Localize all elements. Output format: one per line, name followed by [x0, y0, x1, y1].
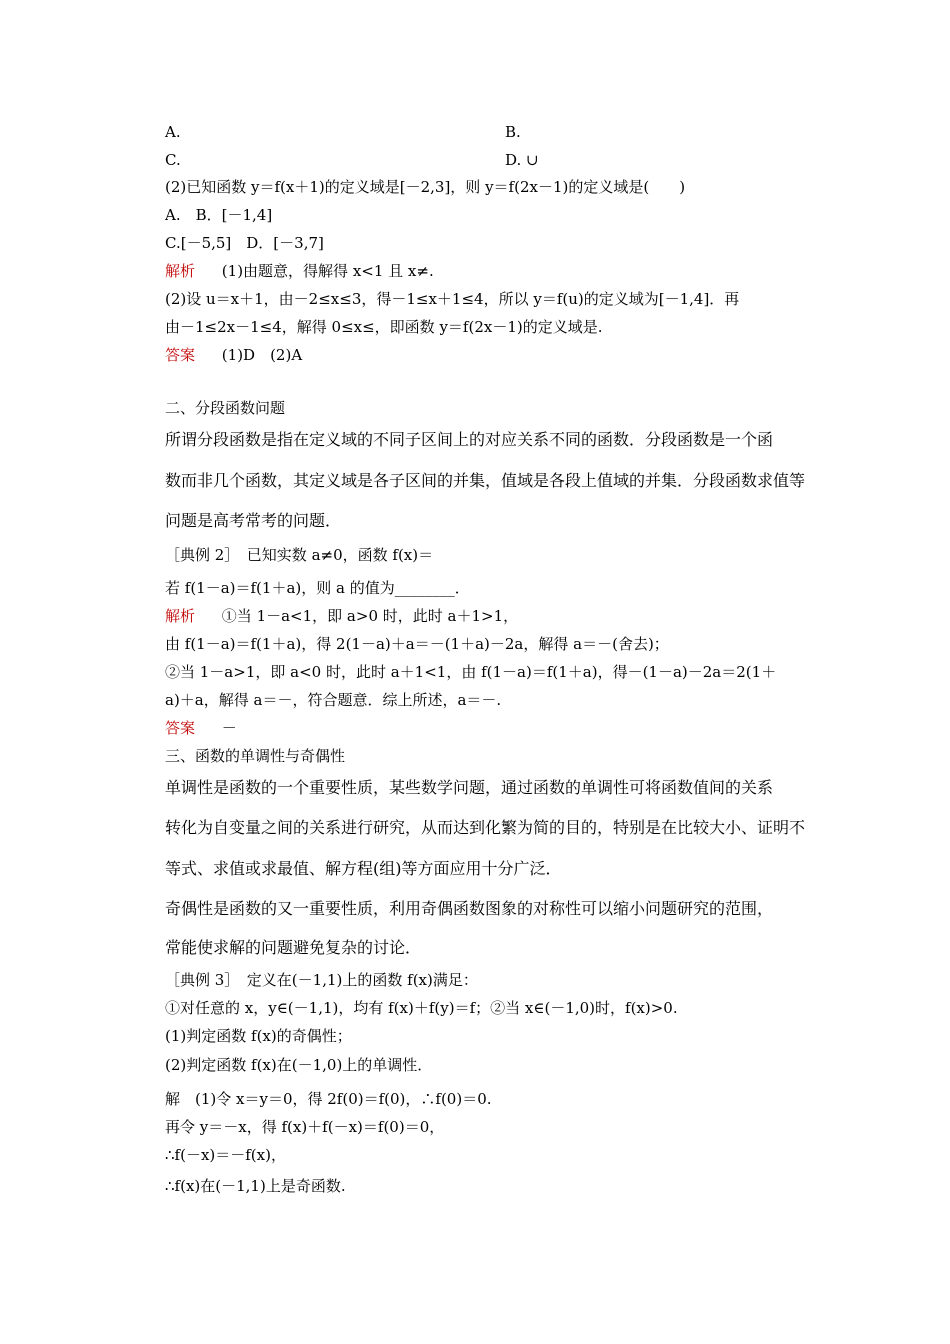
analysis2-line2: 由 f(1－a)＝f(1＋a)，得 2(1－a)＋a＝－(1＋a)－2a，解得 a＝－(舍去)；	[165, 635, 669, 653]
analysis-label: 解析	[165, 607, 196, 625]
answer2: 答案 －	[165, 719, 237, 737]
section2-heading: 二、分段函数问题	[165, 399, 286, 417]
answer-label: 答案	[165, 719, 196, 737]
analysis1-line3: 由－1≤2x－1≤4，解得 0≤x≤，即函数 y＝f(2x－1)的定义域是.	[165, 318, 603, 336]
answer-label: 答案	[165, 346, 196, 364]
example3-line1: ［典例 3］ 定义在(－1,1)上的函数 f(x)满足：	[165, 971, 478, 989]
section2-paragraph: 所谓分段函数是指在定义域的不同子区间上的对应关系不同的函数．分段函数是一个函	[165, 430, 774, 449]
analysis1-line2: (2)设 u＝x＋1，由－2≤x≤3，得－1≤x＋1≤4，所以 y＝f(u)的定义域为[－1,4]．再	[165, 290, 740, 308]
analysis2-line3: ②当 1－a>1，即 a<0 时，此时 a＋1<1，由 f(1－a)＝f(1＋a)，得－(1－a)－2a＝2(1＋	[165, 663, 777, 681]
answer1: 答案 (1)D (2)A	[165, 346, 303, 364]
section3-paragraph: 奇偶性是函数的又一重要性质，利用奇偶函数图象的对称性可以缩小问题研究的范围，	[165, 899, 774, 918]
analysis1-line1: 解析 (1)由题意，得解得 x<1 且 x≠.	[165, 262, 434, 280]
q2-stem: (2)已知函数 y＝f(x＋1)的定义域是[－2,3]，则 y＝f(2x－1)的定义域是( )	[165, 178, 686, 196]
q1-option-a: A.	[165, 123, 181, 141]
section3-heading: 三、函数的单调性与奇偶性	[165, 747, 346, 765]
example2-line2: 若 f(1－a)＝f(1＋a)，则 a 的值为________．	[165, 579, 470, 597]
section3-paragraph: 转化为自变量之间的关系进行研究，从而达到化繁为简的目的，特别是在比较大小、证明不	[165, 818, 806, 837]
analysis2-line1: 解析 ①当 1－a<1，即 a>0 时，此时 a＋1>1，	[165, 607, 519, 625]
example2-line1: ［典例 2］ 已知实数 a≠0，函数 f(x)＝	[165, 546, 434, 564]
analysis2-line4: a)＋a，解得 a＝－，符合题意．综上所述，a＝－.	[165, 691, 502, 709]
solution3-line1: 解 (1)令 x＝y＝0，得 2f(0)＝f(0)，∴f(0)＝0.	[165, 1090, 492, 1108]
q1-option-d: D. ∪	[505, 151, 539, 169]
q1-option-b: B.	[505, 123, 521, 141]
section2-paragraph: 数而非几个函数，其定义域是各子区间的并集，值域是各段上值域的并集．分段函数求值等	[165, 471, 806, 490]
section3-paragraph: 常能使求解的问题避免复杂的讨论．	[165, 938, 422, 957]
section2-paragraph: 问题是高考常考的问题．	[165, 511, 342, 530]
section3-paragraph: 单调性是函数的一个重要性质，某些数学问题，通过函数的单调性可将函数值间的关系	[165, 778, 774, 797]
example3-line2: ①对任意的 x，y∈(－1,1)，均有 f(x)＋f(y)＝f；②当 x∈(－1,0)时，f(x)>0.	[165, 999, 678, 1017]
q2-options-cd: C.[－5,5] D．[－3,7]	[165, 234, 324, 252]
example3-line3: (1)判定函数 f(x)的奇偶性；	[165, 1027, 352, 1045]
solution3-line4: ∴f(x)在(－1,1)上是奇函数.	[165, 1177, 346, 1195]
example3-line4: (2)判定函数 f(x)在(－1,0)上的单调性．	[165, 1056, 433, 1074]
solution3-line3: ∴f(－x)＝－f(x)，	[165, 1146, 286, 1164]
analysis-label: 解析	[165, 262, 196, 280]
q2-options-ab: A. B．[－1,4]	[165, 206, 273, 224]
solution3-line2: 再令 y＝－x，得 f(x)＋f(－x)＝f(0)＝0，	[165, 1118, 445, 1136]
q1-option-c: C.	[165, 151, 181, 169]
section3-paragraph: 等式、求值或求最值、解方程(组)等方面应用十分广泛．	[165, 859, 562, 878]
